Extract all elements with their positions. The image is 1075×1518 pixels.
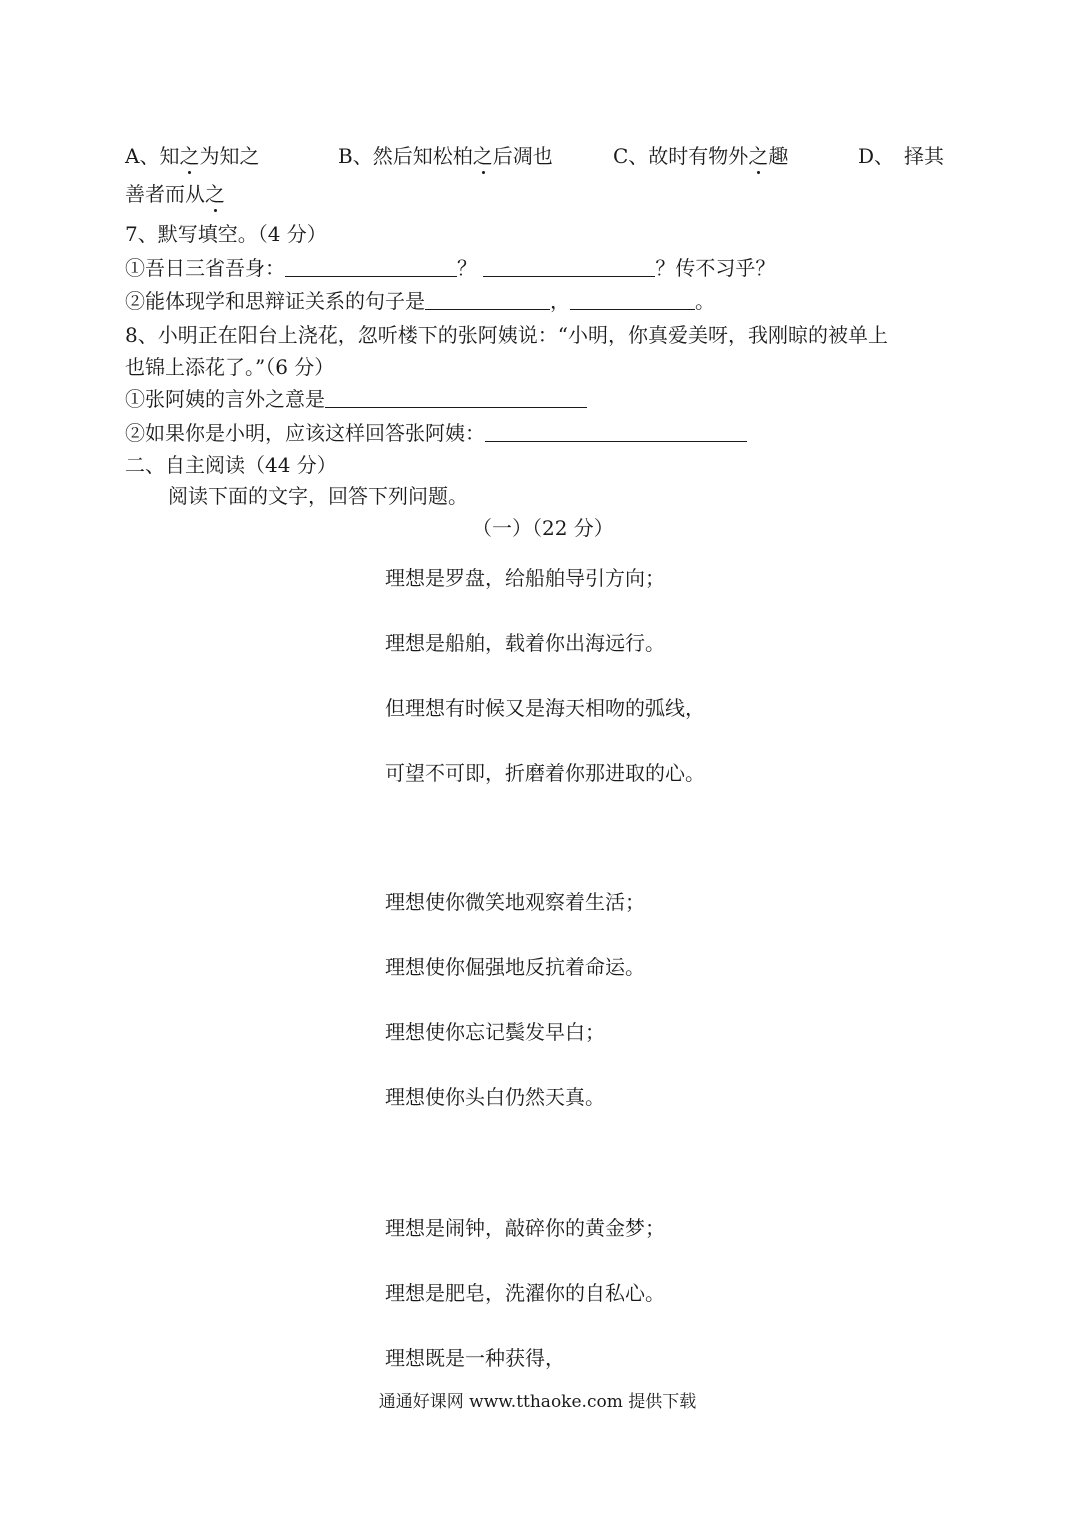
question-7-line-2 xyxy=(125,287,715,315)
poem-line: 理想是肥皂，洗濯你的自私心。 xyxy=(385,1281,665,1305)
question-7-title: 7、默写填空。（4 分） xyxy=(125,222,327,246)
poem-line: 理想使你微笑地观察着生活； xyxy=(385,890,645,914)
poem-line: 理想是闹钟，敲碎你的黄金梦； xyxy=(385,1216,665,1240)
poem-line: 理想是罗盘，给船舶导引方向； xyxy=(385,566,665,590)
question-8-title-line-1: 8、小明正在阳台上浇花，忽听楼下的张阿姨说：“小明，你真爱美呀，我刚晾的被单上 xyxy=(125,323,888,347)
answer-blank[interactable] xyxy=(325,387,587,408)
poem-line: 可望不可即，折磨着你那进取的心。 xyxy=(385,761,705,785)
poem-line: 理想是船舶，载着你出海远行。 xyxy=(385,631,665,655)
q7-l2-sep: ， xyxy=(550,289,570,313)
question-8-title-line-2: 也锦上添花了。”（6 分） xyxy=(125,355,335,379)
section-2-instruction: 阅读下面的文字，回答下列问题。 xyxy=(168,484,468,508)
poem-line: 理想使你忘记鬓发早白； xyxy=(385,1020,605,1044)
q8-l2-text: ②如果你是小明，应该这样回答张阿姨： xyxy=(125,421,485,445)
answer-blank[interactable] xyxy=(285,256,457,277)
emphasis-dot-char: 之 xyxy=(472,144,493,168)
option-a-prefix: A、知 xyxy=(125,144,180,168)
q7-l1-mark: ？ xyxy=(457,256,477,280)
question-8-line-2 xyxy=(125,419,747,447)
poem-line: 理想既是一种获得， xyxy=(385,1346,565,1370)
q7-l1-text: ①吾日三省吾身： xyxy=(125,256,285,280)
option-b-prefix: B、然后知松柏 xyxy=(338,144,473,168)
question-7-line-1 xyxy=(125,254,775,282)
answer-blank[interactable] xyxy=(483,256,655,277)
option-a-suffix: 为知之 xyxy=(199,144,260,168)
q8-l1-text: ①张阿姨的言外之意是 xyxy=(125,387,325,411)
q7-l2-end: 。 xyxy=(695,289,715,313)
poem-line: 但理想有时候又是海天相吻的弧线， xyxy=(385,696,705,720)
q7-l2-text: ②能体现学和思辩证关系的句子是 xyxy=(125,289,425,313)
emphasis-dot-char: 之 xyxy=(179,144,200,168)
option-c xyxy=(613,142,788,170)
answer-blank[interactable] xyxy=(485,421,747,442)
option-a xyxy=(125,142,259,170)
q7-l1-end: ？传不习乎？ xyxy=(655,256,776,280)
option-c-prefix: C、故时有物外 xyxy=(613,144,749,168)
answer-blank[interactable] xyxy=(425,289,550,310)
emphasis-dot-char: 之 xyxy=(205,182,225,206)
option-d-cont-text: 善者而从 xyxy=(125,182,205,206)
emphasis-dot-char: 之 xyxy=(748,144,769,168)
option-d: D、 择其 xyxy=(858,144,945,168)
poem-line: 理想使你头白仍然天真。 xyxy=(385,1085,605,1109)
question-8-line-1 xyxy=(125,385,587,413)
section-2-heading: 二、自主阅读（44 分） xyxy=(125,453,337,477)
option-b-suffix: 后凋也 xyxy=(492,144,553,168)
option-c-suffix: 趣 xyxy=(768,144,789,168)
option-d-continued xyxy=(125,180,225,208)
option-b xyxy=(338,142,553,170)
page-footer: 通通好课网 www.tthaoke.com 提供下载 xyxy=(378,1392,697,1412)
poem-line: 理想使你倔强地反抗着命运。 xyxy=(385,955,645,979)
part-1-title: （一）（22 分） xyxy=(472,516,614,540)
answer-blank[interactable] xyxy=(570,289,695,310)
